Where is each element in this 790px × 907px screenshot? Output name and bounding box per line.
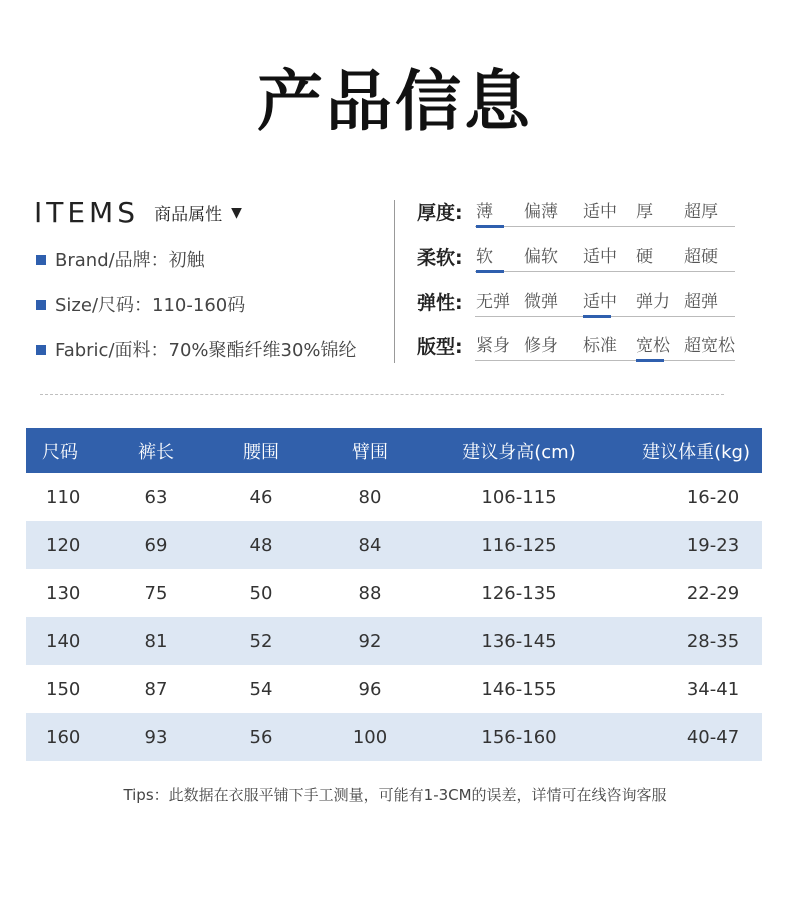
- scale-row: [417, 200, 727, 230]
- table-cell: 100: [306, 713, 434, 761]
- scale-option: 超厚: [684, 202, 718, 222]
- column-header: 建议体重(kg): [604, 428, 762, 473]
- scale-label: 柔软:: [417, 247, 463, 269]
- column-header: 腰围: [216, 428, 306, 473]
- table-row: [26, 473, 762, 521]
- table-row: [26, 569, 762, 617]
- table-cell: 160: [26, 713, 96, 761]
- scale-option: 偏软: [524, 247, 558, 267]
- table-cell: 156-160: [434, 713, 604, 761]
- table-cell: 93: [96, 713, 216, 761]
- column-header: 臂围: [306, 428, 434, 473]
- table-cell: 106-115: [481, 486, 557, 508]
- table-cell: 16-20: [686, 486, 740, 508]
- scale-baseline: [475, 271, 735, 272]
- table-row: [26, 521, 762, 569]
- table-cell: 140: [26, 617, 96, 665]
- scale-option: 硬: [636, 247, 653, 267]
- caret-down-icon: ▼: [231, 204, 242, 221]
- size-table: [26, 428, 762, 761]
- table-cell: 130: [46, 582, 81, 604]
- table-cell: 146-155: [481, 678, 557, 700]
- table-cell: 84: [306, 521, 434, 569]
- attribute-size: [36, 294, 245, 318]
- table-cell: 75: [144, 582, 168, 604]
- table-cell: 110: [46, 486, 81, 508]
- table-cell: 22-29: [686, 582, 740, 604]
- attribute-brand: [36, 249, 205, 273]
- table-cell: 81: [96, 617, 216, 665]
- table-cell: 48: [216, 521, 306, 569]
- column-header: 尺码: [26, 428, 96, 473]
- table-row: [26, 665, 762, 713]
- scale-option: 弹力: [636, 292, 670, 312]
- table-cell: 34-41: [686, 678, 740, 700]
- table-cell: 116-125: [434, 521, 604, 569]
- scale-option: 超弹: [684, 292, 718, 312]
- table-cell: 120: [26, 521, 96, 569]
- scale-option: 无弹: [476, 292, 510, 312]
- table-cell: 28-35: [604, 617, 762, 665]
- scale-baseline: [475, 226, 735, 227]
- table-cell: 52: [216, 617, 306, 665]
- scale-baseline: [475, 360, 735, 361]
- scale-option: 适中: [583, 292, 617, 312]
- scale-option: 偏薄: [524, 202, 558, 222]
- scale-option: 软: [476, 247, 493, 267]
- items-header: [34, 196, 242, 229]
- scale-option: 适中: [583, 247, 617, 267]
- scale-row: [417, 290, 727, 320]
- scale-selected-marker: [636, 359, 664, 362]
- table-cell: 87: [144, 678, 168, 700]
- attribute-fabric: [36, 339, 357, 363]
- scale-row: [417, 334, 735, 364]
- table-cell: 63: [144, 486, 168, 508]
- table-row: [26, 617, 762, 665]
- table-cell: 19-23: [604, 521, 762, 569]
- vertical-divider: [394, 200, 395, 363]
- table-cell: 150: [46, 678, 81, 700]
- scale-option: 紧身: [476, 336, 510, 356]
- scale-option: 薄: [476, 202, 493, 222]
- scale-option: 宽松: [636, 336, 670, 356]
- scale-label: 弹性:: [417, 292, 463, 314]
- dashed-divider: [40, 394, 724, 395]
- table-header-row: [26, 428, 762, 473]
- table-cell: 96: [358, 678, 382, 700]
- column-header: 建议身高(cm): [434, 428, 604, 473]
- table-cell: 50: [249, 582, 273, 604]
- attribute-text: Brand/品牌：初触: [55, 250, 205, 271]
- column-header: 裤长: [96, 428, 216, 473]
- scale-option: 标准: [583, 336, 617, 356]
- attribute-text: Size/尺码：110-160码: [55, 295, 246, 316]
- table-cell: 40-47: [604, 713, 762, 761]
- square-bullet-icon: [36, 345, 46, 355]
- tips-note: Tips：此数据在衣服平铺下手工测量，可能有1-3CM的误差，详情可在线咨询客服: [123, 786, 667, 804]
- square-bullet-icon: [36, 300, 46, 310]
- scale-label: 厚度:: [417, 202, 463, 224]
- scale-row: [417, 245, 727, 275]
- scale-label: 版型:: [417, 336, 463, 358]
- table-cell: 92: [306, 617, 434, 665]
- table-row: [26, 713, 762, 761]
- items-subheading: 商品属性: [154, 205, 223, 225]
- scale-option: 超宽松: [684, 336, 735, 356]
- table-cell: 80: [358, 486, 382, 508]
- attribute-text: Fabric/面料：70%聚酯纤维30%锦纶: [55, 340, 357, 361]
- scale-selected-marker: [476, 270, 504, 273]
- table-cell: 54: [249, 678, 273, 700]
- scale-option: 厚: [636, 202, 653, 222]
- items-heading: ITEMS: [34, 196, 139, 229]
- table-cell: 46: [249, 486, 273, 508]
- scale-option: 修身: [524, 336, 558, 356]
- scale-selected-marker: [476, 225, 504, 228]
- square-bullet-icon: [36, 255, 46, 265]
- scale-option: 适中: [583, 202, 617, 222]
- table-cell: 136-145: [434, 617, 604, 665]
- table-cell: 88: [358, 582, 382, 604]
- table-cell: 126-135: [481, 582, 557, 604]
- table-cell: 69: [96, 521, 216, 569]
- page-title: 产品信息: [257, 63, 533, 140]
- scale-option: 微弹: [524, 292, 558, 312]
- table-cell: 56: [216, 713, 306, 761]
- scale-selected-marker: [583, 315, 611, 318]
- scale-option: 超硬: [684, 247, 718, 267]
